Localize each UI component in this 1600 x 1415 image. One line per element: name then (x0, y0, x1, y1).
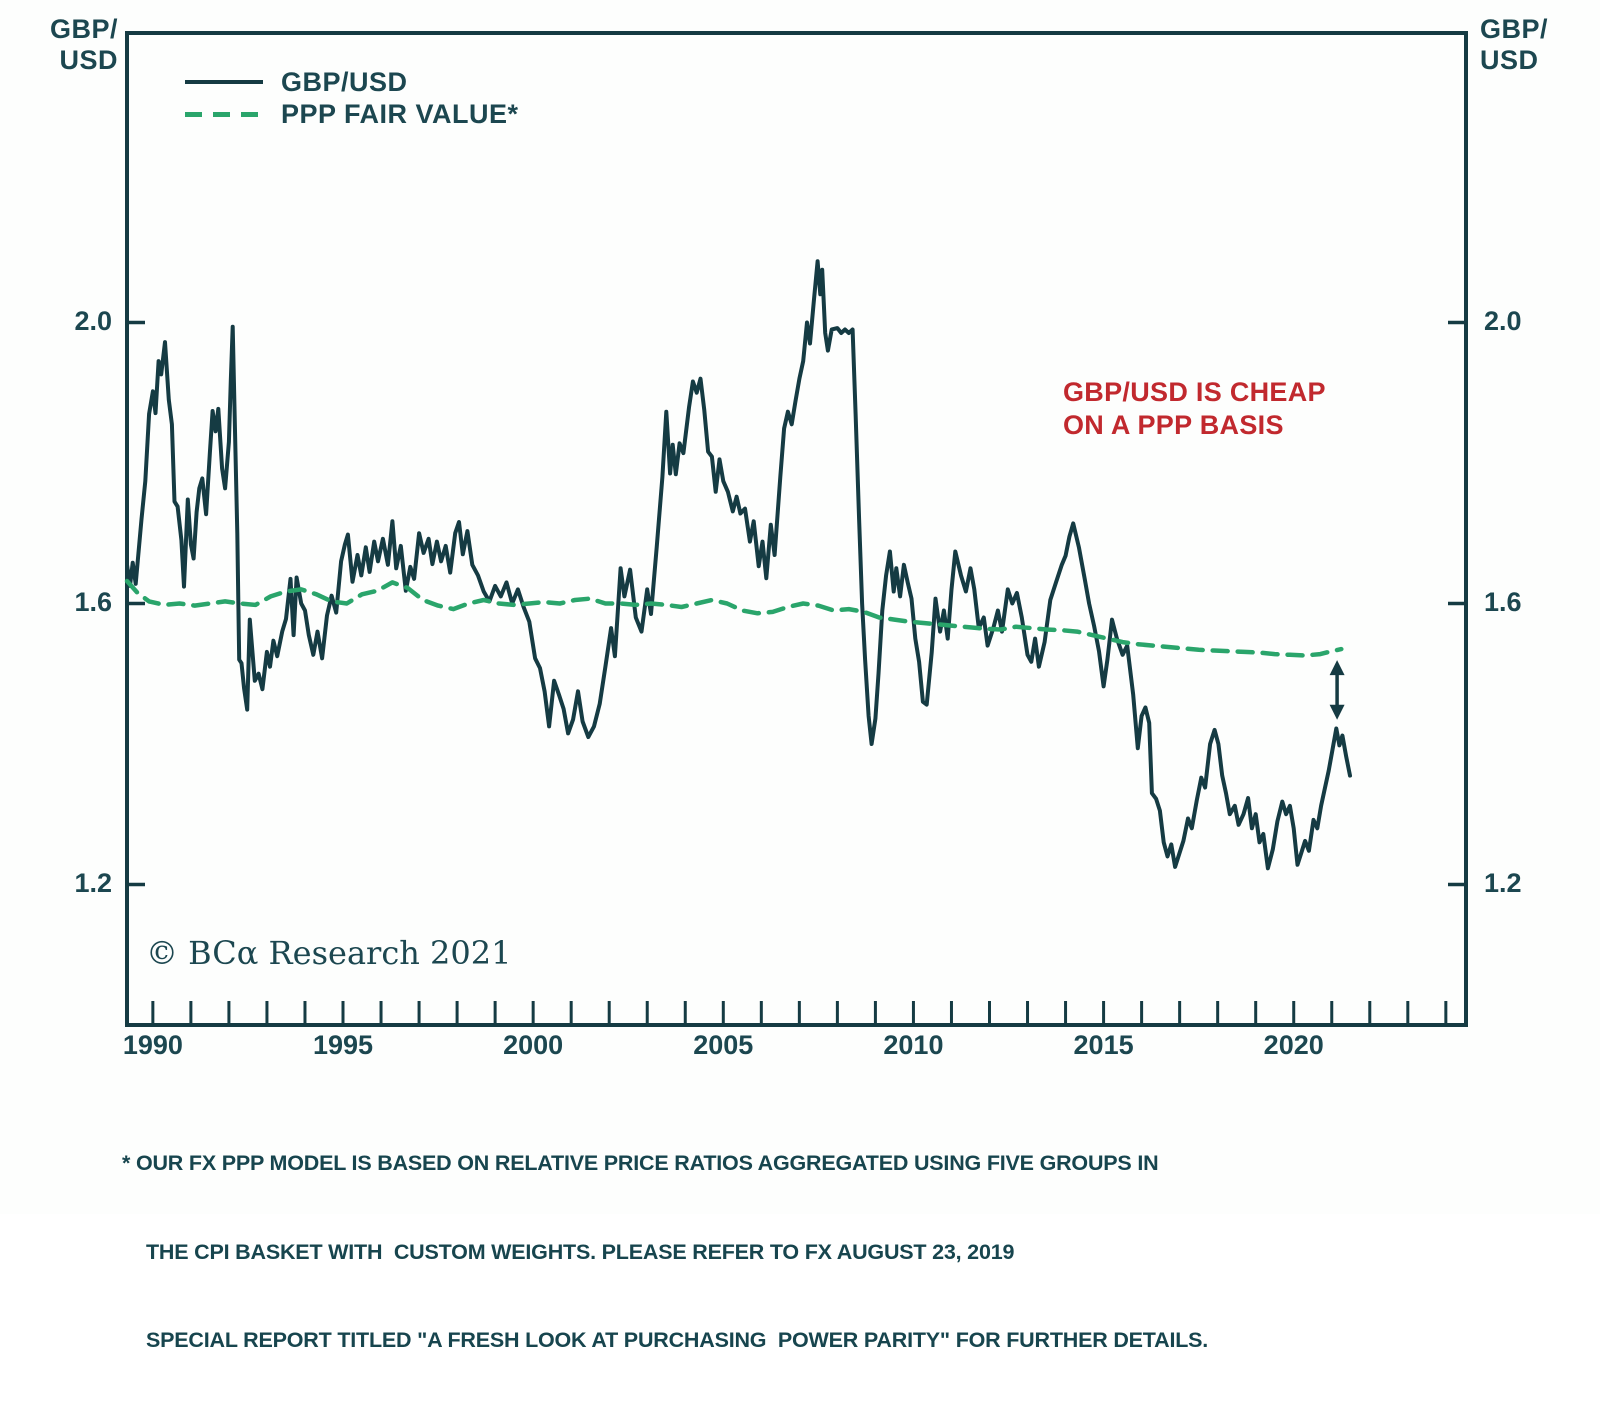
annotation-line1: GBP/USD IS CHEAP (1063, 377, 1326, 407)
y-tick-label-left: 1.6 (74, 587, 112, 618)
copyright-text: © BCα Research 2021 (146, 934, 512, 972)
y-tick-label-right: 2.0 (1484, 306, 1522, 337)
gap-arrow-head-up (1330, 660, 1345, 675)
y-axis-title-right-line1: GBP/ (1480, 14, 1549, 44)
y-tick-label-left: 1.2 (74, 868, 112, 899)
solid-line-sample-icon (185, 80, 263, 84)
y-tick-label-right: 1.2 (1484, 868, 1522, 899)
y-axis-title-left (38, 14, 118, 76)
legend-label-gbpusd: GBP/USD (281, 66, 408, 97)
legend (185, 66, 519, 130)
x-tick-label: 2005 (693, 1030, 754, 1060)
footnote-line1: * OUR FX PPP MODEL IS BASED ON RELATIVE PRICE RATIOS AGGREGATED USING FIVE GROUPS IN (122, 1151, 1159, 1175)
y-axis-title-right-line2: USD (1480, 45, 1539, 75)
footnote (122, 1090, 1208, 1415)
x-tick-label: 1990 (122, 1030, 183, 1060)
x-tick-label: 2010 (883, 1030, 944, 1060)
annotation-cheap-on-ppp (1063, 376, 1326, 442)
gap-arrow-head-down (1330, 705, 1345, 720)
legend-row-ppp (185, 98, 519, 130)
x-tick-label: 2015 (1073, 1030, 1134, 1060)
annotation-line2: ON A PPP BASIS (1063, 410, 1284, 440)
legend-label-ppp: PPP FAIR VALUE* (281, 98, 519, 129)
footnote-line3: SPECIAL REPORT TITLED "A FRESH LOOK AT PURCHASING POWER PARITY" FOR FURTHER DETAILS. (146, 1328, 1209, 1352)
x-tick-label: 2000 (503, 1030, 564, 1060)
footnote-line2: THE CPI BASKET WITH CUSTOM WEIGHTS. PLEASE REFER TO FX AUGUST 23, 2019 (146, 1239, 1015, 1264)
y-axis-title-left-line2: USD (59, 45, 118, 75)
x-tick-label: 2020 (1263, 1030, 1324, 1060)
gbpusd-line (127, 261, 1350, 868)
plot-frame (127, 33, 1466, 1025)
dashed-line-sample-icon (185, 112, 263, 117)
y-axis-title-left-line1: GBP/ (49, 14, 118, 44)
y-axis-title-right (1480, 14, 1570, 76)
y-tick-label-right: 1.6 (1484, 587, 1522, 618)
legend-row-gbpusd (185, 66, 519, 98)
x-tick-label: 1995 (312, 1030, 374, 1060)
y-tick-label-left: 2.0 (74, 306, 112, 337)
